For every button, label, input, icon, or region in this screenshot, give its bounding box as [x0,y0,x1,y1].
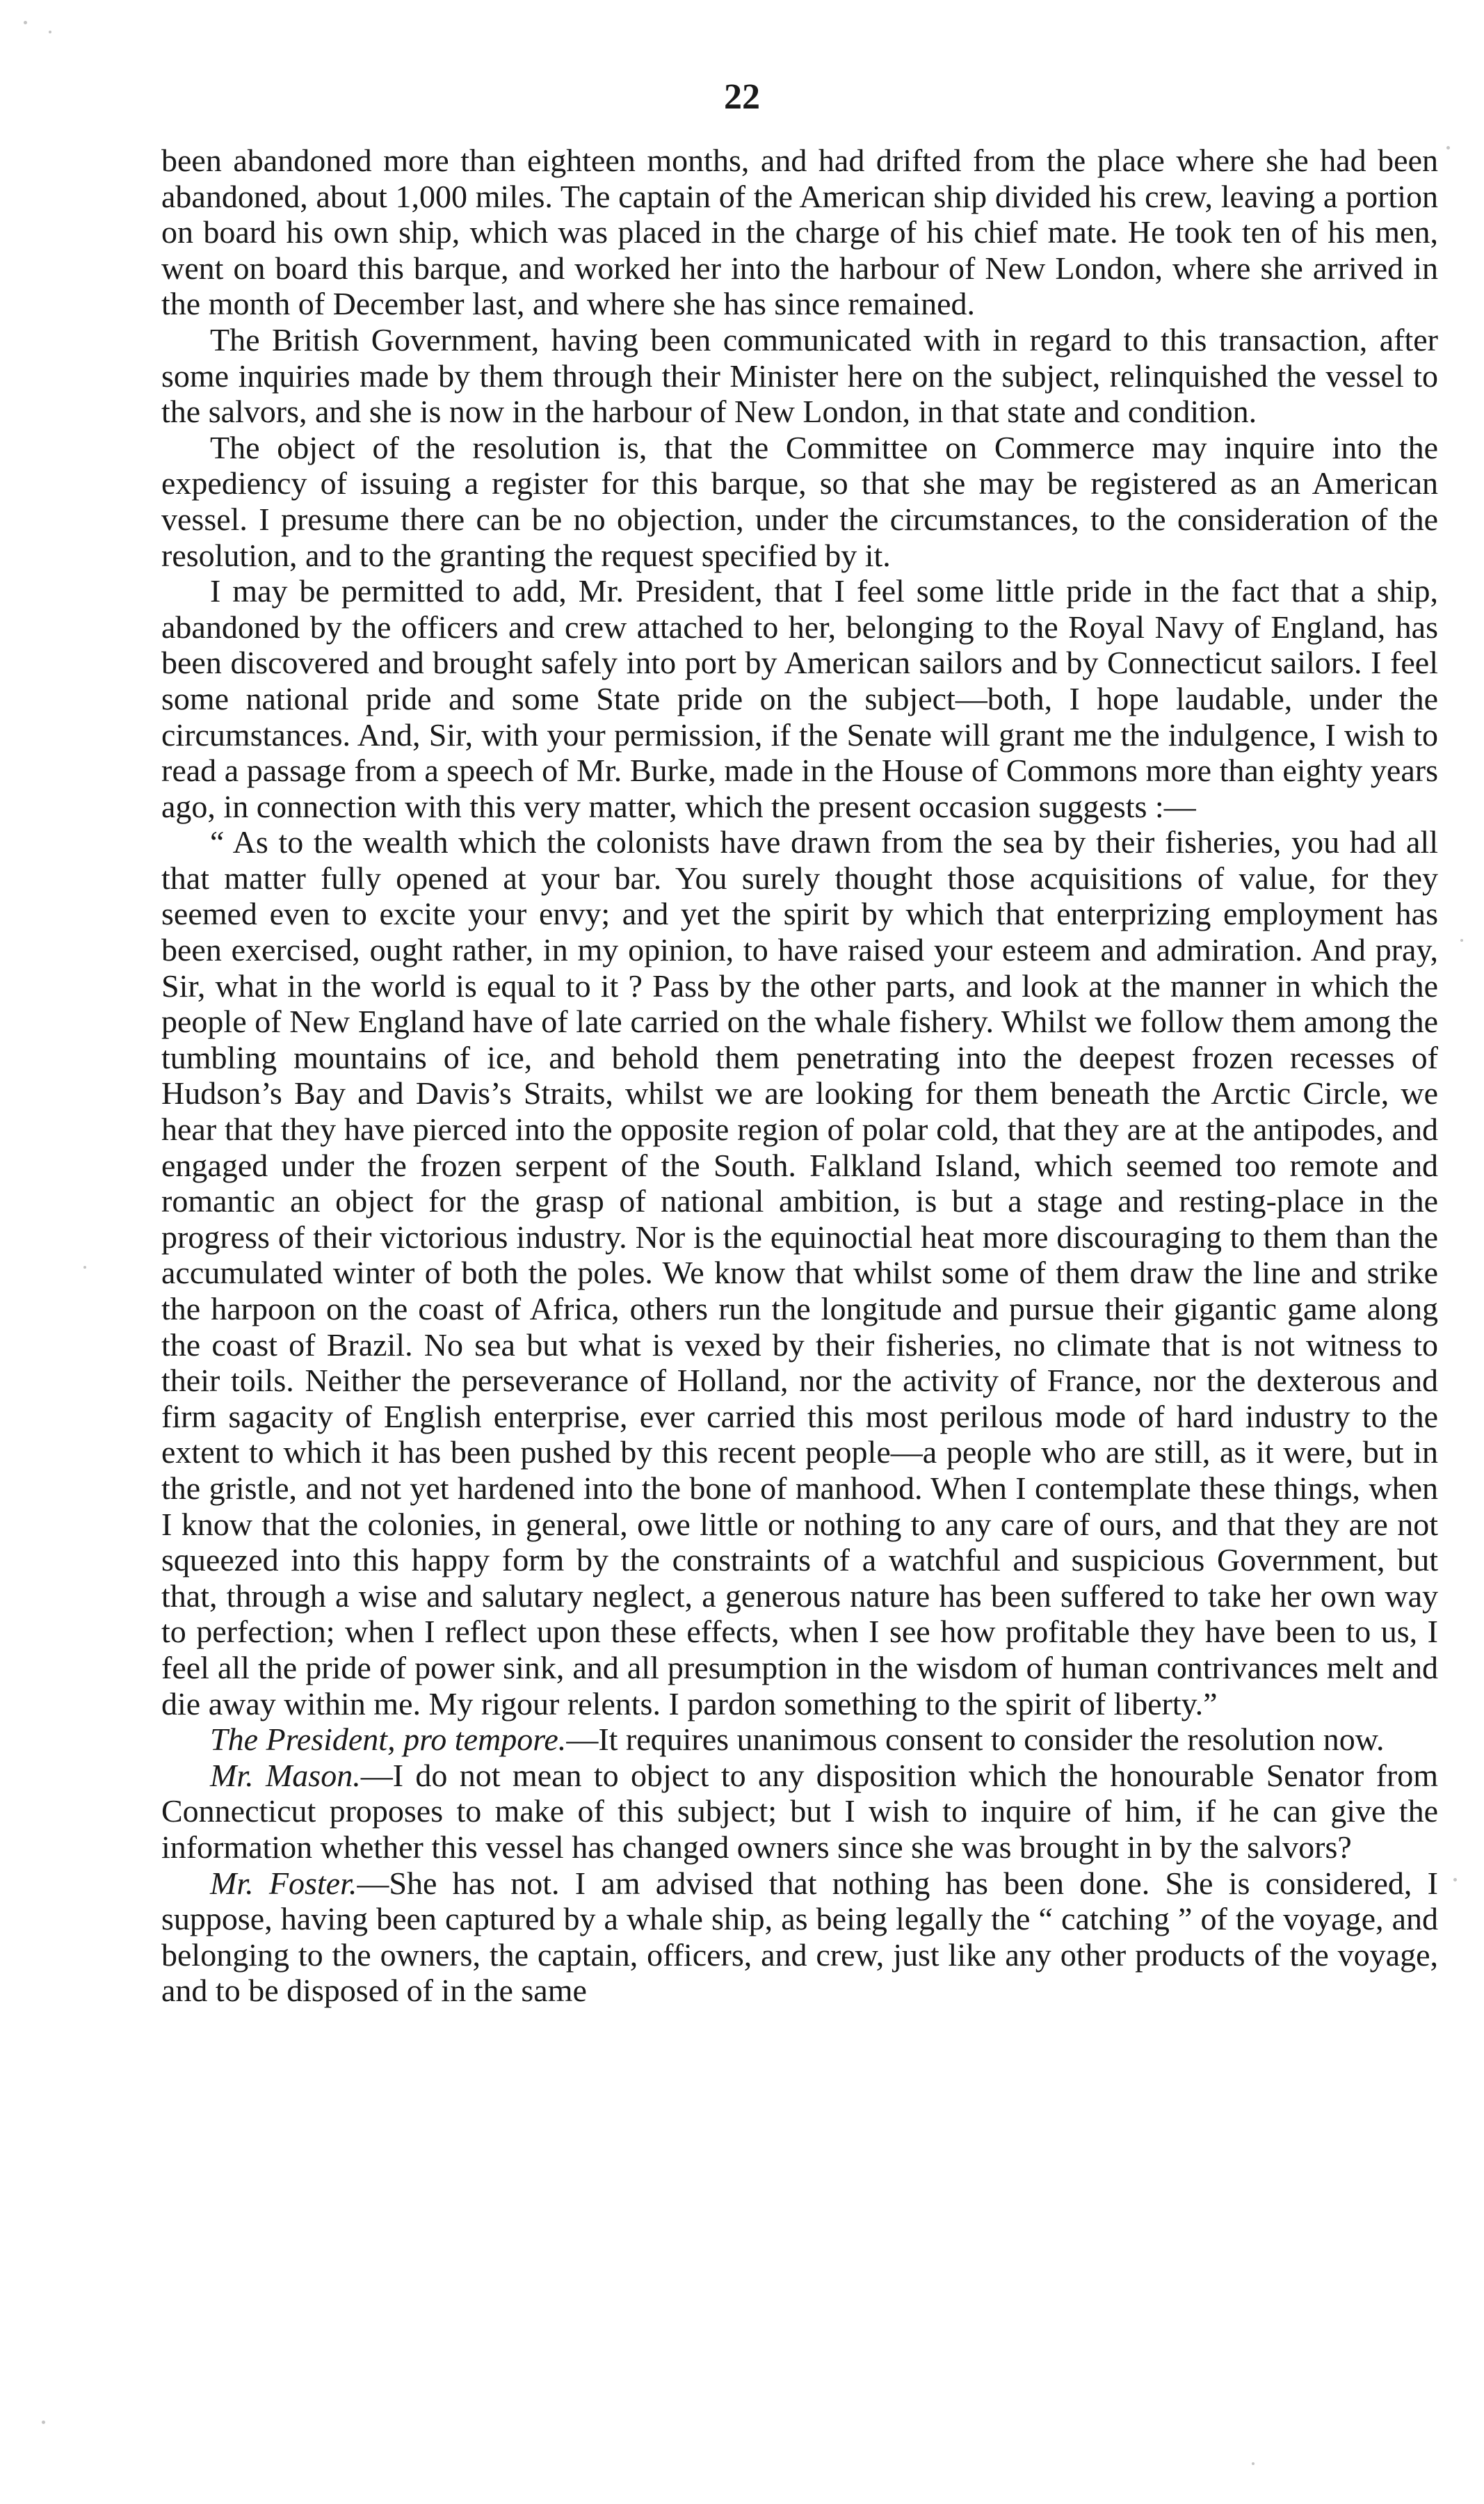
paragraph-text: been abandoned more than eighteen months, and had drifted from the place where she had been abandoned, about 1,000 miles. The captain of the American ship divided his crew, leaving a portion on board his own ship, which was placed in the charge of his chief mate. He took ten of his men, went on board this barque, and worked her into the harbour of New London, where she arrived in the month of December last, and where she has since remained. [161,143,1438,322]
scan-speck [1453,1878,1457,1881]
speaker-name: The President, pro tempore. [210,1722,567,1758]
scan-speck [49,31,51,33]
speaker-name: Mr. Mason. [210,1757,361,1793]
paragraph-text: The British Government, having been communicated with in regard to this transaction, after some inquiries made by them through their Minister here on the subject, relinquished the vessel to the salvors, and she is now in the harbour of New London, in that state and condition. [161,321,1438,430]
paragraph-president [161,1722,1438,1758]
page-number: 22 [724,77,760,117]
paragraph-4 [161,573,1438,824]
paragraph-mason [161,1758,1438,1865]
burke-quotation [161,824,1438,1722]
paragraph-foster [161,1865,1438,2009]
paragraph-text: —It requires unanimous consent to consider the resolution now. [566,1722,1385,1758]
scan-speck [24,21,27,24]
speaker-name: Mr. Foster. [210,1865,357,1901]
paragraph-1 [161,143,1438,322]
scan-speck [42,2421,45,2424]
scan-speck [83,1266,86,1269]
paragraph-3 [161,430,1438,573]
paragraph-text: The object of the resolution is, that the Committee on Commerce may inquire into the expediency of issuing a register for this barque, so that she may be registered as an American vessel. I presume there can be no objection, under the circumstances, to the consideration of the resolution, and to the granting the request specified by it. [161,429,1438,573]
paragraph-text: I may be permitted to add, Mr. President, that I feel some little pride in the fact that a ship, abandoned by the officers and crew attached to her, belonging to the Royal Navy of England, has been discovered and brought safely into port by American sailors and by Connecticut sailors. I feel some national pride and some State pride on the subject—both, I hope laudable, under the circumstances. And, Sir, with your permission, if the Senate will grant me the indulgence, I wish to read a passage from a speech of Mr. Burke, made in the House of Commons more than eighty years ago, in connection with this very matter, which the present occasion suggests :— [161,573,1438,824]
body-text [161,143,1438,2009]
scan-speck [1460,939,1463,942]
paragraph-text: —I do not mean to object to any disposition which the honourable Senator from Connecticut proposes to make of this subject; but I wish to inquire of him, if he can give the information whether this vessel has changed owners since she was brought in by the salvors? [161,1757,1438,1865]
scan-speck [1252,2462,1255,2465]
paragraph-2 [161,322,1438,430]
paragraph-text: —She has not. I am advised that nothing has been done. She is considered, I suppose, having been captured by a whale ship, as being legally the “ catching ” of the voyage, and belonging to the owners, the captain, officers, and crew, just like any other products of the voyage, and to be disposed of in the same [161,1865,1438,2009]
paragraph-text: “ As to the wealth which the colonists have drawn from the sea by their fisheries, you had all that matter fully opened at your bar. You surely thought those acquisitions of value, for they seemed even to excite your envy; and yet the spirit by which that enterprizing employment has been exercised, ought rather, in my opinion, to have raised your esteem and admiration. And pray, Sir, what in the world is equal to it ? Pass by the other parts, and look at the manner in which the people of New England have of late carried on the whale fishery. Whilst we follow them among the tumbling mountains of ice, and behold them penetrating into the deepest frozen recesses of Hudson’s Bay and Davis’s Straits, whilst we are looking for them beneath the Arctic Circle, we hear that they have pierced into the opposite region of polar cold, that they are at the antipodes, and engaged under the frozen serpent of the South. Falkland Island, which seemed too remote and romantic an object for the grasp of national ambition, is but a stage and resting-place in the progress of their victorious industry. Nor is the equinoctial heat more discouraging to them than the accumulated winter of both the poles. We know that whilst some of them draw the line and strike the harpoon on the coast of Africa, others run the longitude and pursue their gigantic game along the coast of Brazil. No sea but what is vexed by their fisheries, no climate that is not witness to their toils. Neither the perseverance of Holland, nor the activity of France, nor the dexterous and firm sagacity of English enterprise, ever carried this most perilous mode of hard industry to the extent to which it has been pushed by this recent people—a people who are still, as it were, but in the gristle, and not yet hardened into the bone of manhood. When I contemplate these things, when I know that the colonies, in general, owe little or nothing to any care of ours, and that they are not squeezed into this happy form by the constraints of a watchful and suspicious Government, but that, through a wise and salutary neglect, a generous nature has been suffered to take her own way to perfection; when I reflect upon these effects, when I see how profitable they have been to us, I feel all the pride of power sink, and all presumption in the wisdom of human contrivances melt and die away within me. My rigour relents. I pardon something to the spirit of liberty.” [161,824,1438,1722]
scan-speck [1446,146,1450,150]
